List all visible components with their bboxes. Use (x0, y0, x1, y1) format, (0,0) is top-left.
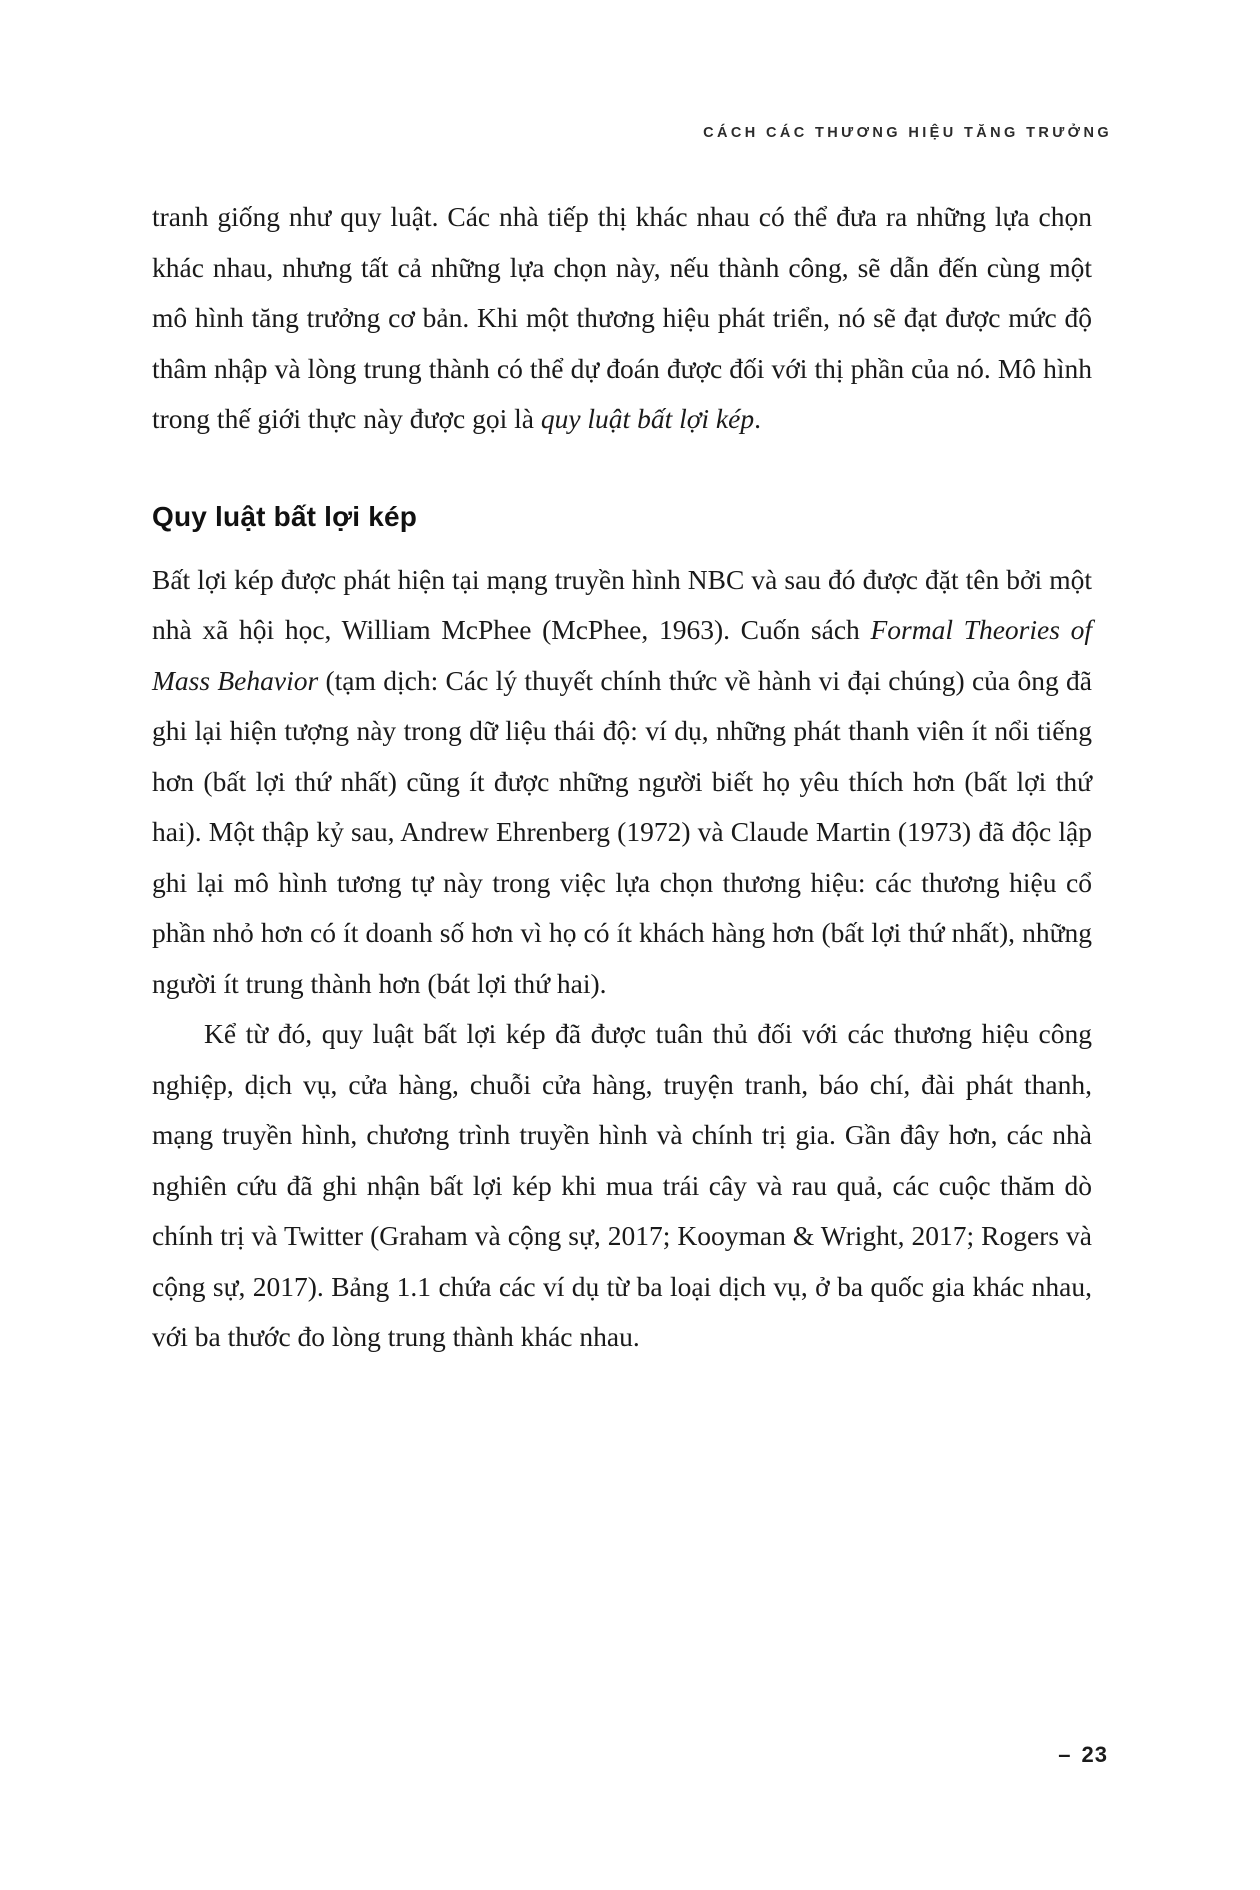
paragraph-2-text-before-italic: Bất lợi kép được phát hiện tại mạng truyền hình NBC và sau đó được đặt tên bởi một nhà xã hội học, William McPhee (McPhee, 1963). Cuốn sách (152, 563, 1092, 645)
section-heading: Quy luật bất lợi kép (152, 500, 418, 532)
paragraph-1-italic-term: quy luật bất lợi kép (540, 403, 755, 434)
page-content (152, 192, 1092, 1363)
paragraph-1-text-after-italic: . (754, 403, 761, 434)
page-folio (1058, 1742, 1108, 1768)
folio-dash: – (1058, 1742, 1072, 1767)
running-head: CÁCH CÁC THƯƠNG HIỆU TĂNG TRƯỞNG (703, 125, 1112, 141)
paragraph-2-text-after-italic: (tạm dịch: Các lý thuyết chính thức về hành vi đại chúng) của ông đã ghi lại hiện tượng này trong dữ liệu thái độ: ví dụ, những phát thanh viên ít nổi tiếng hơn (bất lợi thứ nhất) cũng ít được những người biết họ yêu thích hơn (bất lợi thứ hai). Một thập kỷ sau, Andrew Ehrenberg (1972) và Claude Martin (1973) đã độc lập ghi lại mô hình tương tự này trong việc lựa chọn thương hiệu: các thương hiệu cổ phần nhỏ hơn có ít doanh số hơn vì họ có ít khách hàng hơn (bất lợi thứ nhất), những người ít trung thành hơn (bát lợi thứ hai). (152, 664, 1092, 999)
paragraph-double-jeopardy-origin (152, 555, 1092, 1010)
folio-page-number: 23 (1081, 1742, 1108, 1767)
paragraph-2-italic-book-title: Formal Theories of Mass Behavior (152, 614, 1092, 696)
paragraph-continuation (152, 192, 1092, 445)
paragraph-since-then: Kể từ đó, quy luật bất lợi kép đã được tuân thủ đối với các thương hiệu công nghiệp, dịch vụ, cửa hàng, chuỗi cửa hàng, truyện tranh, báo chí, đài phát thanh, mạng truyền hình, chương trình truyền hình và chính trị gia. Gần đây hơn, các nhà nghiên cứu đã ghi nhận bất lợi kép khi mua trái cây và rau quả, các cuộc thăm dò chính trị và Twitter (Graham và cộng sự, 2017; Kooyman & Wright, 2017; Rogers và cộng sự, 2017). Bảng 1.1 chứa các ví dụ từ ba loại dịch vụ, ở ba quốc gia khác nhau, với ba thước đo lòng trung thành khác nhau. (152, 1018, 1092, 1352)
paragraph-1-text-before-italic: tranh giống như quy luật. Các nhà tiếp thị khác nhau có thể đưa ra những lựa chọn khác nhau, nhưng tất cả những lựa chọn này, nếu thành công, sẽ dẫn đến cùng một mô hình tăng trưởng cơ bản. Khi một thương hiệu phát triển, nó sẽ đạt được mức độ thâm nhập và lòng trung thành có thể dự đoán được đối với thị phần của nó. Mô hình trong thế giới thực này được gọi là (152, 201, 1092, 434)
